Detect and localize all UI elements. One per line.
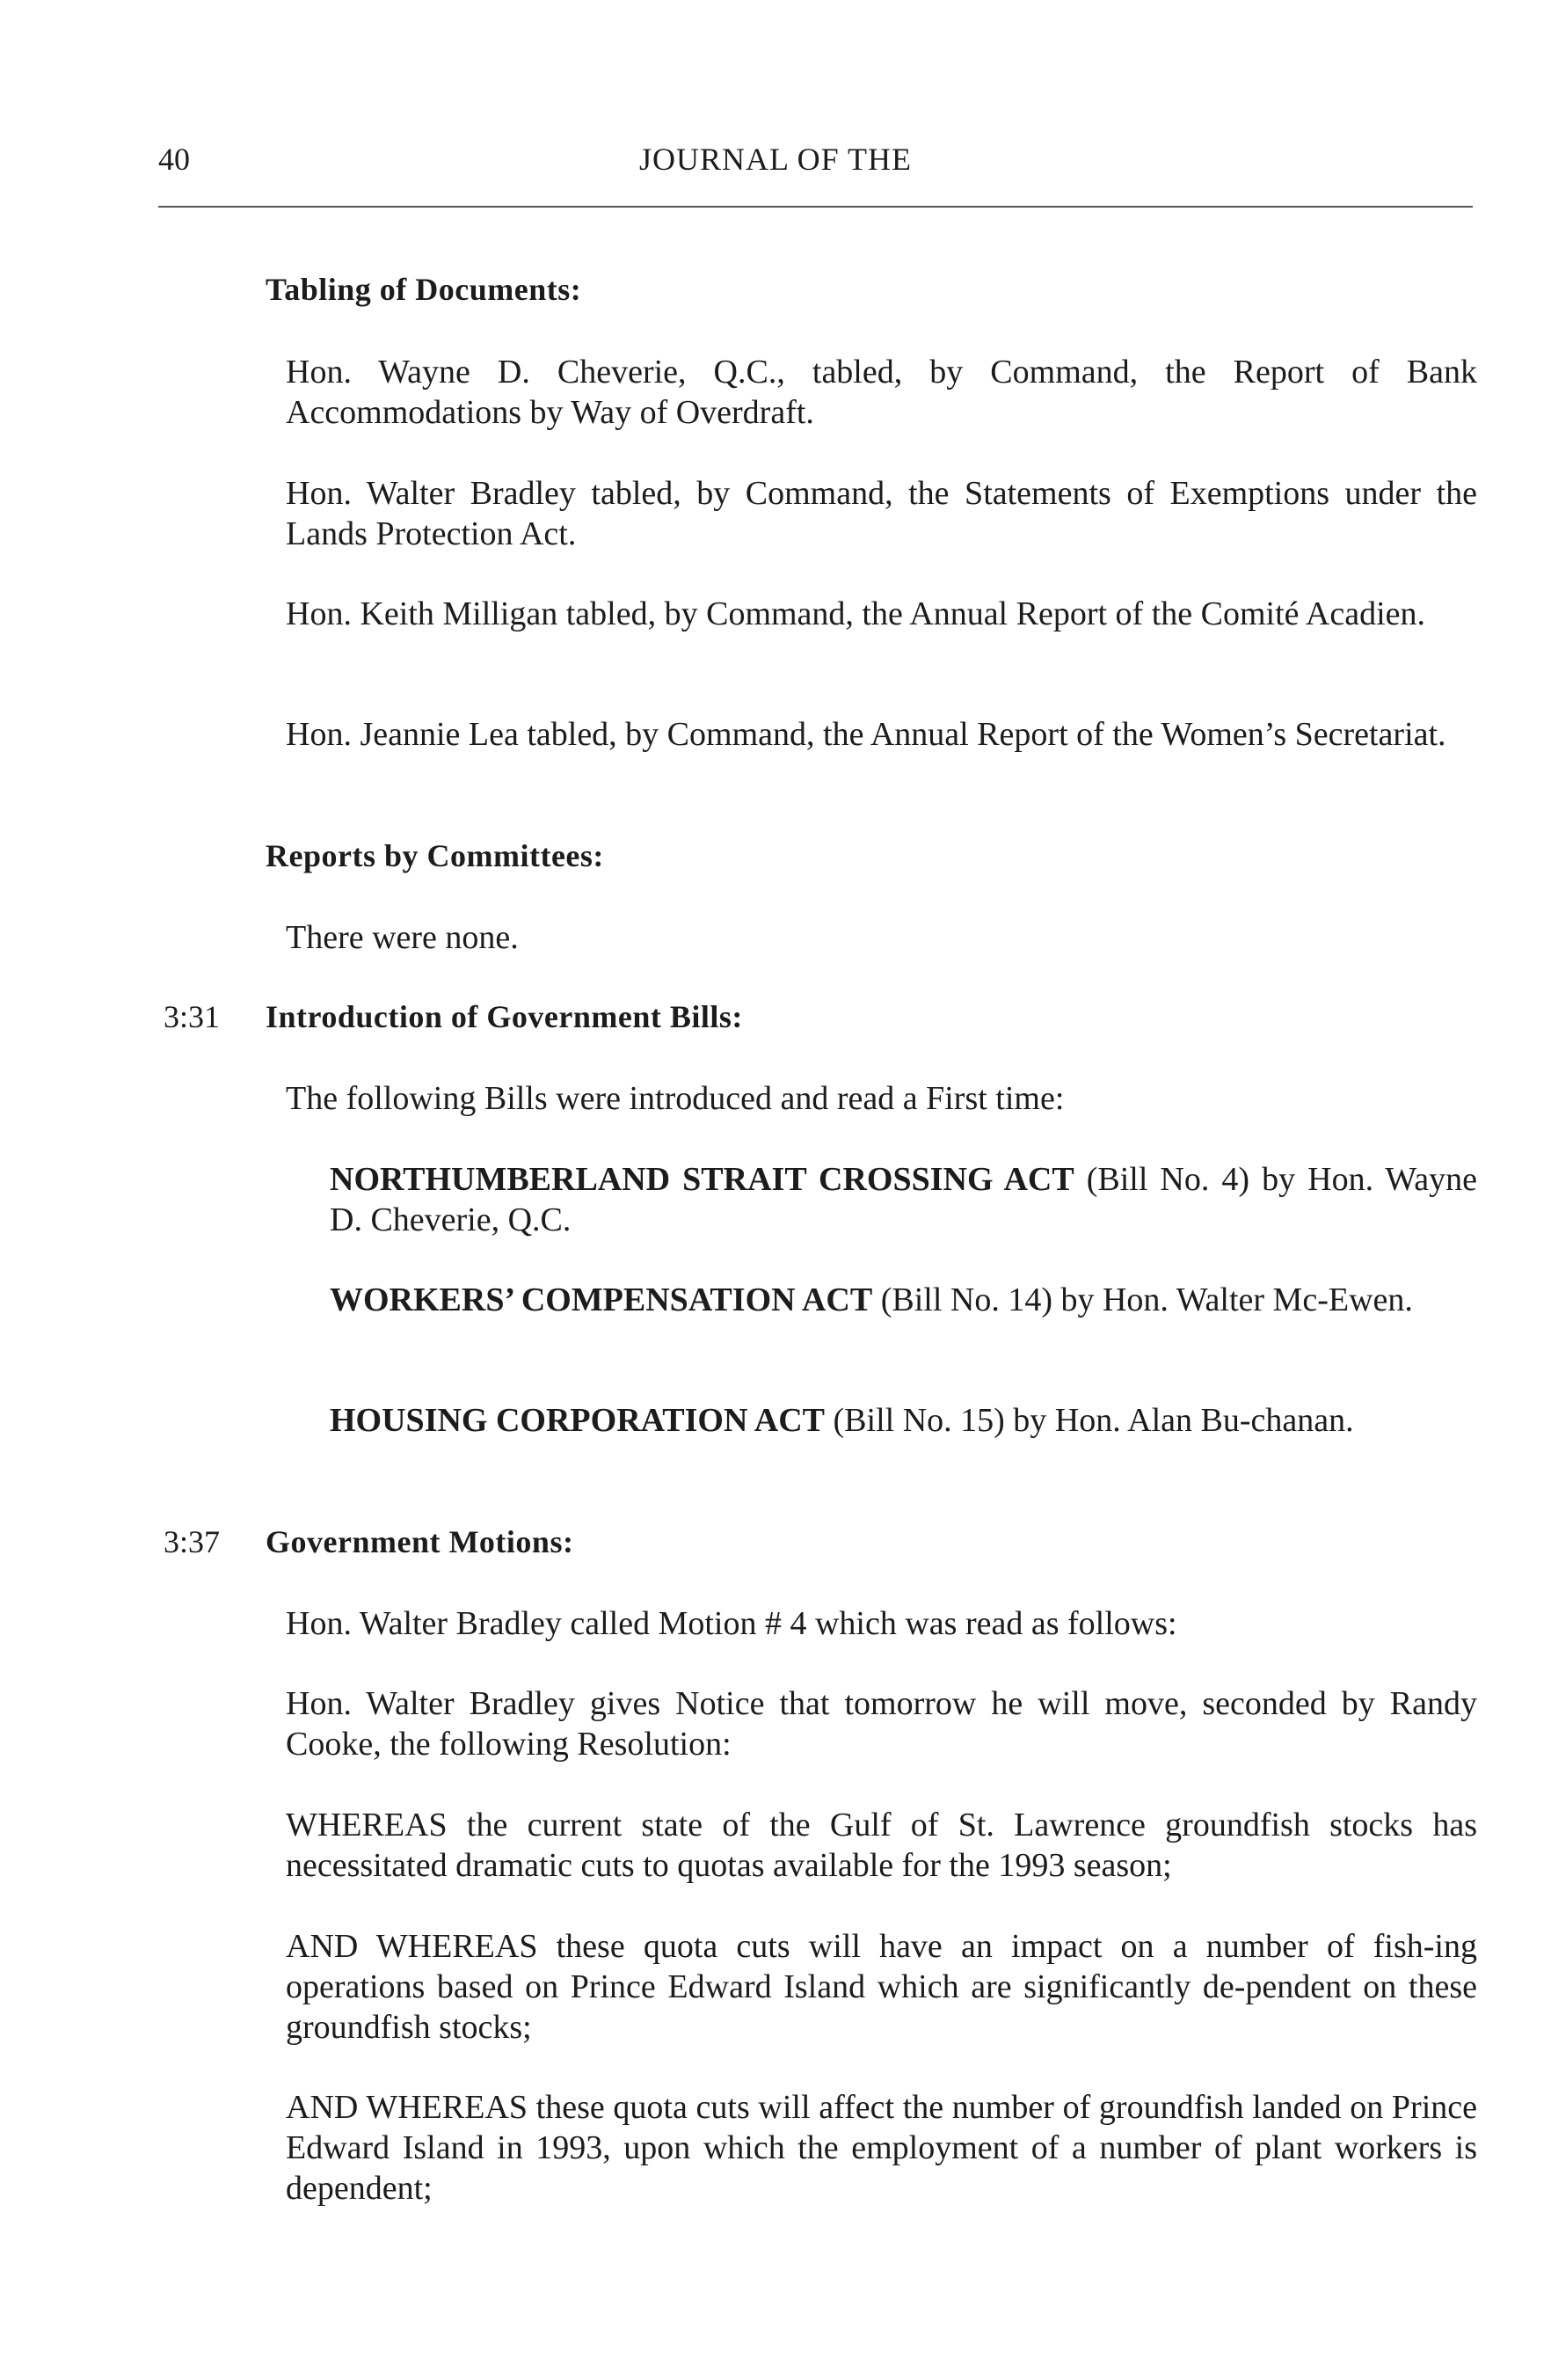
tabling-item: Hon. Jeannie Lea tabled, by Command, the Annual Report of the Women’s Secretariat.: [286, 716, 1446, 753]
bill-entry: [330, 1159, 1477, 1240]
motion-paragraph: AND WHEREAS these quota cuts will affect the number of groundfish landed on Prince Edward Island in 1993, upon which the employment of a number of plant workers is dependent;: [286, 2089, 1477, 2207]
reports-text: There were none.: [286, 919, 519, 956]
section-heading-tabling: Tabling of Documents:: [266, 272, 582, 307]
motion-paragraph: WHEREAS the current state of the Gulf of St. Lawrence groundfish stocks has necessitated dramatic cuts to quotas available for the 1993 season;: [286, 1807, 1477, 1884]
section-heading-motions: Government Motions:: [266, 1524, 574, 1559]
section-time-bills: 3:31: [164, 999, 221, 1034]
motion-paragraph: Hon. Walter Bradley called Motion # 4 which was read as follows:: [286, 1605, 1177, 1642]
bill-name: NORTHUMBERLAND STRAIT CROSSING ACT: [330, 1161, 1074, 1198]
bill-detail: (Bill No. 15) by Hon. Alan Bu-chanan.: [825, 1402, 1354, 1439]
bill-name: HOUSING CORPORATION ACT: [330, 1402, 826, 1439]
running-header-title: JOURNAL OF THE: [638, 142, 912, 177]
bill-entry: [330, 1400, 1477, 1441]
bill-name: WORKERS’ COMPENSATION ACT: [330, 1281, 873, 1318]
bill-detail: (Bill No. 14) by Hon. Walter Mc-Ewen.: [872, 1281, 1413, 1318]
motion-paragraph: Hon. Walter Bradley gives Notice that tomorrow he will move, seconded by Randy Cooke, the following Resolution:: [286, 1685, 1477, 1763]
bill-detail: (Bill No. 4) by Hon. Wayne D. Cheverie, Q.C.: [330, 1161, 1477, 1238]
tabling-item: Hon. Walter Bradley tabled, by Command, the Statements of Exemptions under the Lands Protection Act.: [286, 475, 1477, 552]
bills-intro: The following Bills were introduced and read a First time:: [286, 1080, 1065, 1117]
tabling-item: Hon. Keith Milligan tabled, by Command, the Annual Report of the Comité Acadien.: [286, 595, 1426, 632]
motion-paragraph: AND WHEREAS these quota cuts will have an impact on a number of fish-ing operations based on Prince Edward Island which are significantly de-pendent on these groundfish stocks;: [286, 1928, 1477, 2046]
header-rule: [158, 206, 1473, 208]
section-heading-reports: Reports by Committees:: [266, 838, 604, 873]
tabling-item: Hon. Wayne D. Cheverie, Q.C., tabled, by Command, the Report of Bank Accommodations by Way of Overdraft.: [286, 354, 1477, 431]
bill-entry: [330, 1280, 1477, 1320]
section-heading-bills: Introduction of Government Bills:: [266, 999, 743, 1034]
page-number: 40: [158, 142, 190, 177]
section-time-motions: 3:37: [164, 1524, 221, 1559]
